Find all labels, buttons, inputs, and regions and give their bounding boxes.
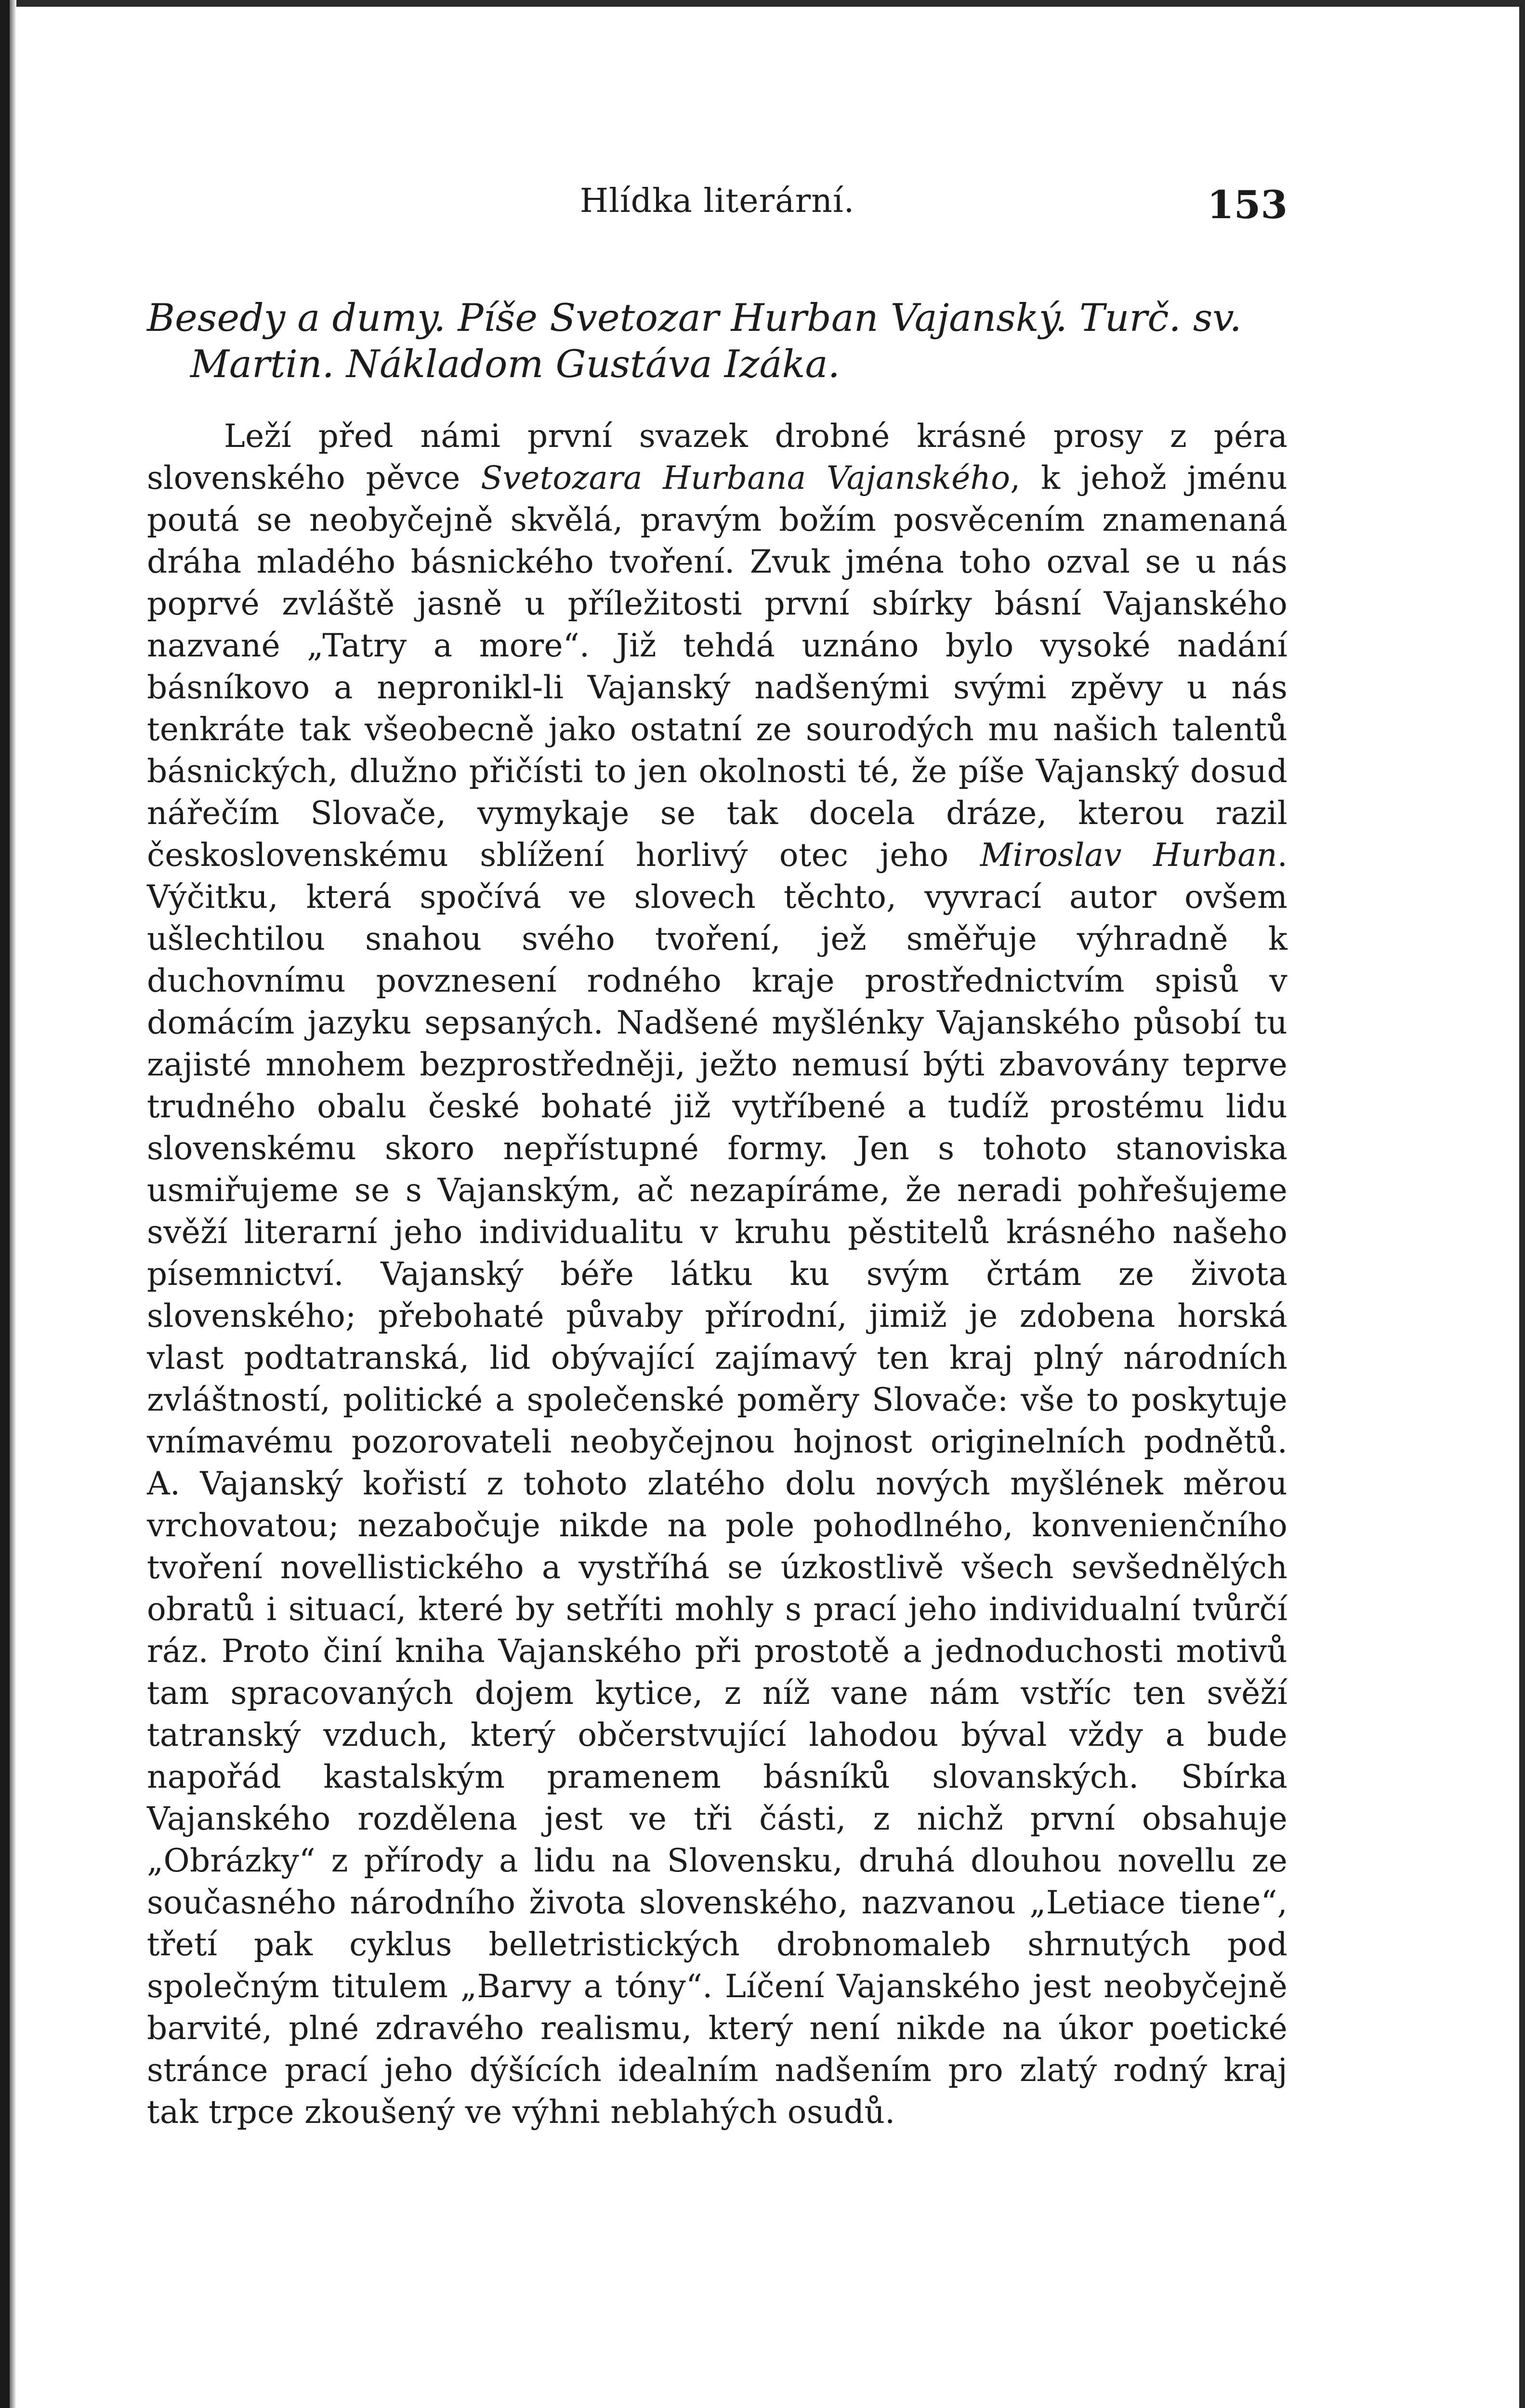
scan-edge-top — [0, 0, 1525, 7]
father-name: Miroslav Hurban — [980, 837, 1277, 874]
review-paragraph — [147, 415, 1288, 2133]
review-text-part2: , k jehož jménu poutá se neobyčejně skvělá, pravým božím posvěcením znamenaná dráha mladého básnického tvoření. Zvuk jména toho ozval se u nás poprvé zvláště jasně u příležitosti první sbírky básní Vajanského nazvané „Tatry a more“. Již tehdá uznáno bylo vysoké nadání básníkovo a nepronikl-li Vajanský nadšenými svými zpěvy u nás tenkráte tak všeobecně jako ostatní ze sourodých mu našich talentů básnických, dlužno přičísti to jen okolnosti té, že píše Vajanský dosud nářečím Slovače, vymykaje se tak docela dráze, kterou razil československému sblížení horlivý otec jeho — [147, 459, 1288, 874]
scan-edge-left-shadow — [10, 0, 16, 2408]
book-entry-title-line2: Martin. Nákladom Gustáva Izáka. — [190, 342, 840, 386]
review-text-part1: Leží před námi první svazek drobné krásné prosy z péra slovenského pěvce — [147, 418, 1288, 497]
page-number: 153 — [1207, 182, 1288, 227]
scan-edge-right — [1519, 0, 1525, 2408]
author-name: Svetozara Hurbana Vajanského — [481, 459, 1011, 497]
scan-edge-left — [0, 0, 10, 2408]
running-head — [147, 182, 1288, 235]
journal-title: Hlídka literární. — [579, 182, 855, 220]
book-entry-title — [147, 295, 1288, 387]
review-text-part3: . Výčitku, která spočívá ve slovech těchto, vyvrací autor ovšem ušlechtilou snahou svého tvoření, jež směřuje výhradně k duchovnímu povznesení rodného kraje prostřednictvím spisů v domácím jazyku sepsaných. Nadšené myšlénky Vajanského působí tu zajisté mnohem bezprostředněji, ježto nemusí býti zbavovány teprve trudného obalu české bohaté již vytříbené a tudíž prostému lidu slovenskému skoro nepřístupné formy. Jen s tohoto stanoviska usmiřujeme se s Vajanským, ač nezapíráme, že neradi pohřešujeme svěží literarní jeho individualitu v kruhu pěstitelů krásného našeho písemnictví. Vajanský béře látku ku svým črtám ze života slovenského; přebohaté půvaby přírodní, jimiž je zdobena horská vlast podtatranská, lid obývající zajímavý ten kraj plný národních zvláštností, politické a společenské poměry Slovače: vše to poskytuje vnímavému pozorovateli neobyčejnou hojnost originelních podnětů. A. Vajanský kořistí z tohoto zlatého dolu nových myšlének měrou vrchovatou; nezabočuje nikde na pole pohodlného, konvenienčního tvoření novellistického a vystříhá se úzkostlivě všech sevšednělých obratů i situací, které by setříti mohly s prací jeho individualní tvůrčí ráz. Proto činí kniha Vajanského při prostotě a jednoduchosti motivů tam spracovaných dojem kytice, z níž vane nám vstříc ten svěží tatranský vzduch, který občerstvující lahodou býval vždy a bude napořád kastalským pramenem básníků slovanských. Sbírka Vajanského rozdělena jest ve tři části, z nichž první obsahuje „Obrázky“ z přírody a lidu na Slovensku, druhá dlouhou novellu ze současného národního života slovenského, nazvanou „Letiace tiene“, třetí pak cyklus belletristických drobnomaleb shrnutých pod společným titulem „Barvy a tóny“. Líčení Vajanského jest neobyčejně barvité, plné zdravého realismu, který není nikde na úkor poetické stránce prací jeho dýšících idealním nadšením pro zlatý rodný kraj tak trpce zkoušený ve výhni neblahých osudů. — [147, 837, 1288, 2131]
review-article — [147, 295, 1288, 2165]
book-entry-title-line1: Besedy a dumy. Píše Svetozar Hurban Vajanský. Turč. sv. — [147, 296, 1242, 340]
